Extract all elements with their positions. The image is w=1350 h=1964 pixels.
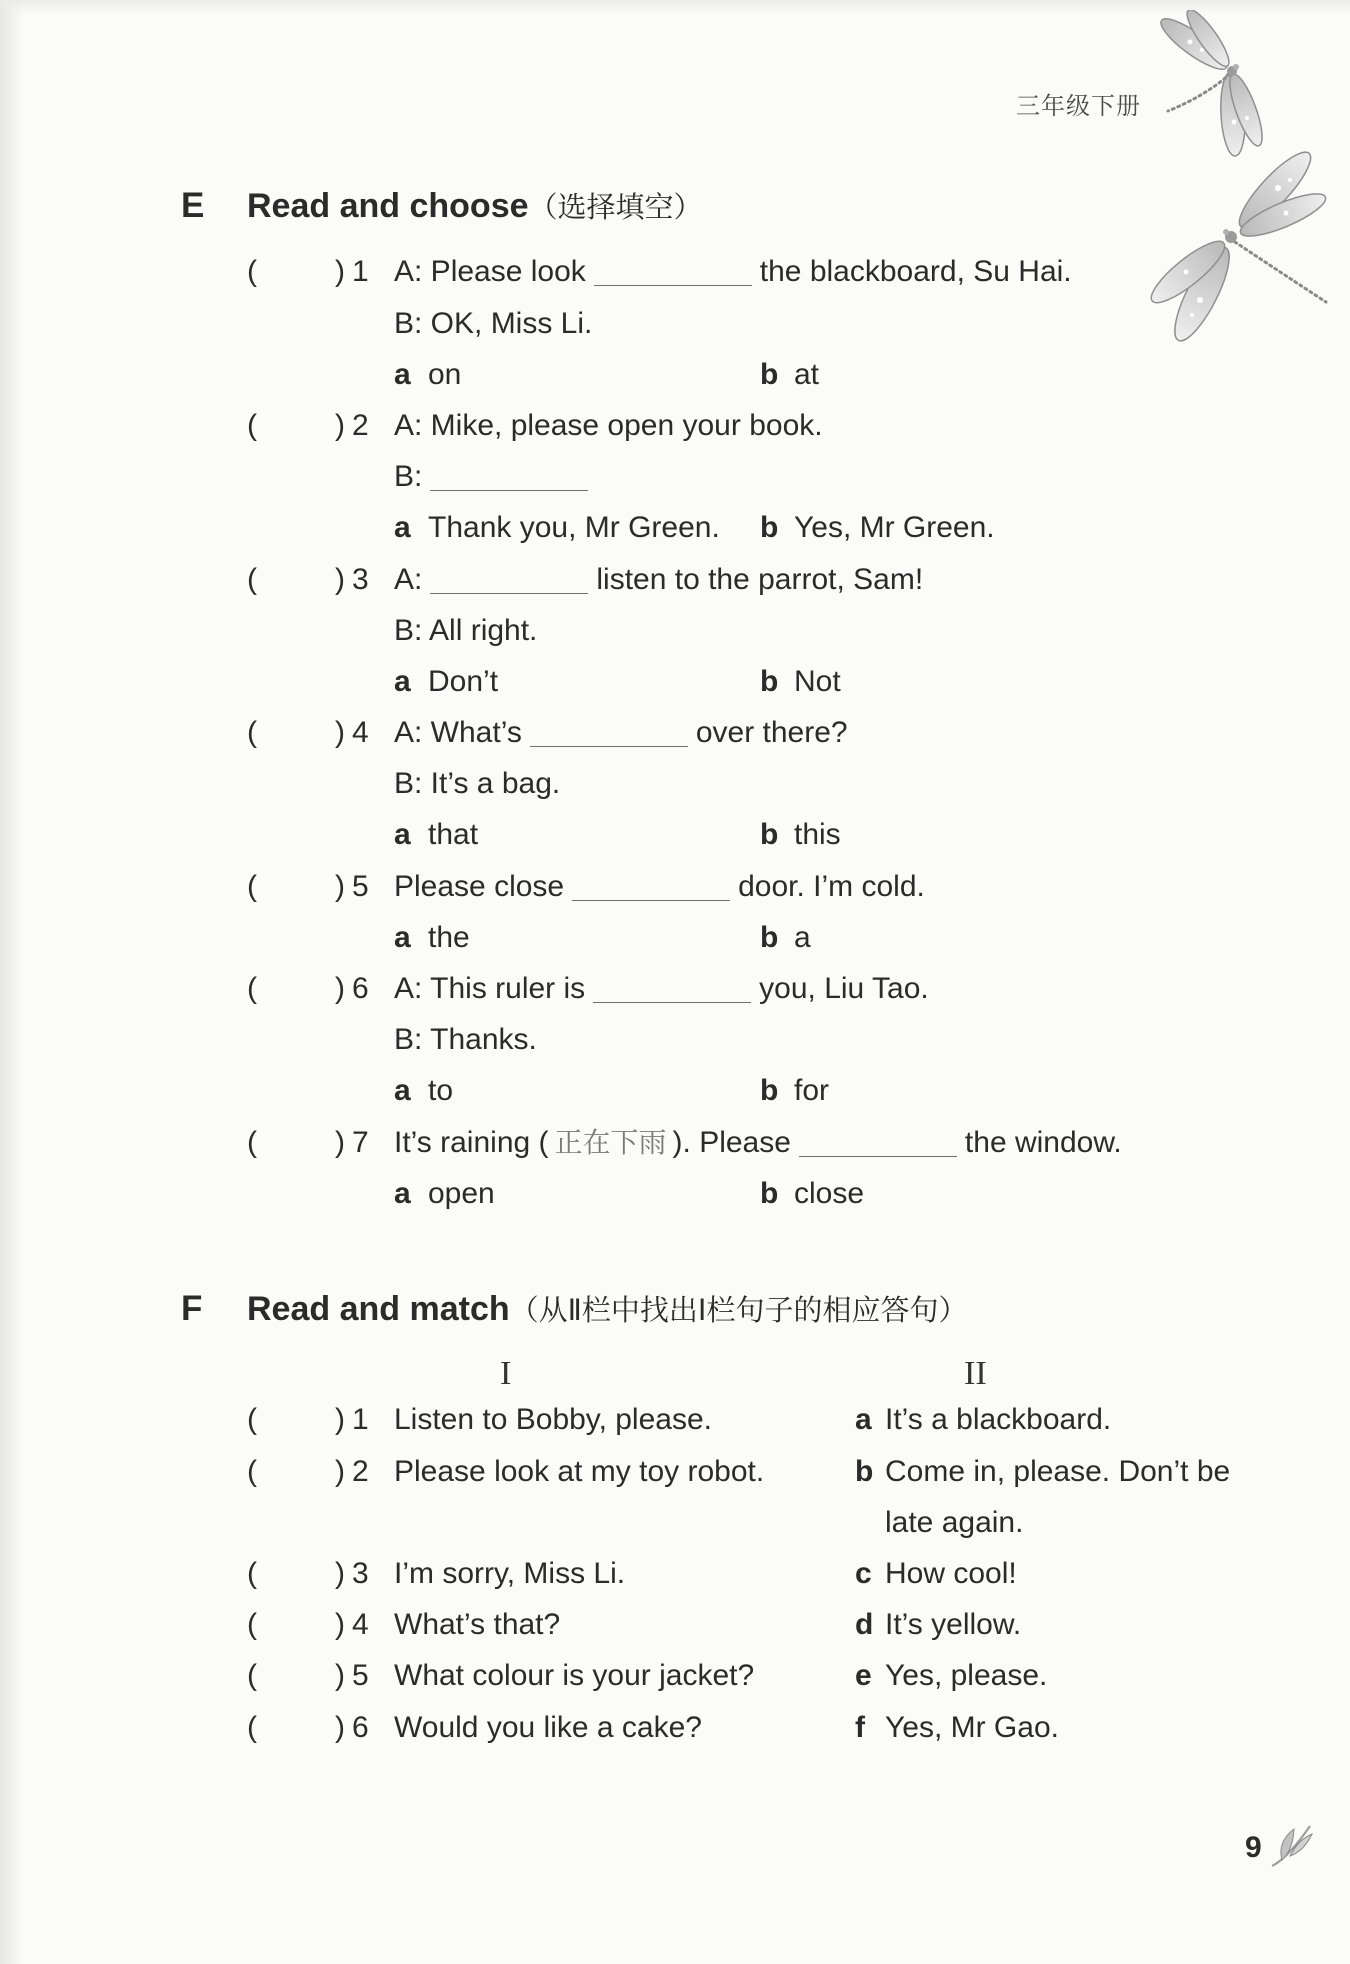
dialogue-text: B: OK, Miss Li. — [394, 306, 593, 340]
question-line — [0, 707, 1350, 758]
answer-blank — [799, 1156, 957, 1157]
sentence-number: 4 — [352, 1608, 369, 1642]
question-number: 4 — [352, 716, 369, 750]
bracket-close-glyph: ) — [335, 1659, 345, 1693]
text-before-blank: ). Please — [672, 1125, 791, 1159]
options-line — [0, 809, 1350, 860]
answer-letter: c — [855, 1557, 872, 1590]
answer-letter: f — [855, 1710, 865, 1744]
dialogue-line — [394, 246, 1072, 297]
options-line — [0, 1168, 1350, 1219]
answer-bracket-close — [335, 1599, 369, 1650]
answer-bracket-open: ( — [247, 255, 257, 289]
bracket-close-glyph: ) — [335, 562, 345, 596]
option-b-label: b — [760, 664, 779, 698]
section-f-letter: F — [181, 1289, 203, 1328]
question-e-4 — [0, 707, 1350, 861]
dialogue-text: B: All right. — [394, 613, 538, 647]
bracket-close-glyph: ) — [335, 869, 345, 903]
answer-bracket-close — [335, 963, 369, 1014]
text-before-blank: A: Please look — [394, 255, 586, 289]
option-a-text: Thank you, Mr Green. — [428, 511, 720, 545]
dialogue-line-with-blank — [394, 451, 596, 502]
answer-bracket-close — [335, 861, 369, 912]
sentence-line — [394, 1117, 1122, 1168]
bracket-close-glyph: ) — [335, 1608, 345, 1642]
text-after-blank: you, Liu Tao. — [759, 972, 929, 1006]
option-b-text: a — [794, 920, 811, 954]
question-e-5 — [0, 861, 1350, 963]
option-a-label: a — [394, 920, 411, 954]
section-f-subtitle: （从Ⅱ栏中找出Ⅰ栏句子的相应答句） — [509, 1293, 968, 1327]
dialogue-line — [0, 758, 1350, 809]
question-e-1 — [0, 246, 1350, 400]
section-f-title-text: Read and match — [247, 1290, 510, 1328]
answer-bracket-open: ( — [247, 716, 257, 750]
option-a-text: Don’t — [428, 664, 499, 698]
dialogue-line — [394, 963, 929, 1014]
option-a-text: the — [428, 920, 470, 954]
option-b-label: b — [760, 818, 779, 852]
leaf-icon — [1268, 1820, 1314, 1870]
answer-bracket-open: ( — [247, 1125, 257, 1159]
column-ii-answer — [855, 1599, 1350, 1650]
answer-blank — [593, 1002, 751, 1003]
column-ii-header: II — [964, 1355, 987, 1392]
answer-blank — [572, 900, 730, 901]
bracket-close-glyph: ) — [335, 1710, 345, 1744]
options-line — [0, 502, 1350, 553]
question-e-6 — [0, 963, 1350, 1117]
answer-text: Come in, please. Don’t be late again. — [885, 1454, 1231, 1539]
answer-bracket-close — [335, 554, 369, 605]
question-number: 3 — [352, 562, 369, 596]
dialogue-line — [394, 707, 848, 758]
options-line — [0, 912, 1350, 963]
column-i-sentence: What’s that? — [394, 1608, 561, 1642]
answer-bracket-close — [335, 1702, 369, 1753]
match-row — [0, 1446, 1350, 1548]
column-ii-answer — [855, 1650, 1350, 1701]
sentence-number: 3 — [352, 1557, 369, 1590]
question-number: 7 — [352, 1125, 369, 1159]
answer-text: Yes, please. — [885, 1659, 1048, 1693]
answer-bracket-close — [335, 1117, 369, 1168]
sentence-number: 1 — [352, 1403, 369, 1437]
chinese-gloss: 正在下雨 — [554, 1125, 667, 1159]
option-a-text: that — [428, 818, 479, 852]
column-i-sentence: Would you like a cake? — [394, 1710, 702, 1744]
option-b-label: b — [760, 511, 779, 545]
option-a-label: a — [394, 511, 411, 545]
text-before-blank: A: What’s — [394, 716, 522, 750]
answer-text: It’s yellow. — [885, 1608, 1022, 1642]
option-a-label: a — [394, 664, 411, 698]
question-line — [0, 554, 1350, 605]
dialogue-line — [0, 605, 1350, 656]
bracket-close-glyph: ) — [335, 255, 345, 289]
section-f-match-rows — [0, 1394, 1350, 1752]
answer-bracket-close — [335, 400, 369, 451]
sentence-number: 5 — [352, 1659, 369, 1693]
column-ii-answer — [855, 1702, 1350, 1753]
option-b-text: close — [794, 1176, 865, 1210]
column-i-sentence: What colour is your jacket? — [394, 1659, 755, 1693]
answer-bracket-open: ( — [247, 1557, 257, 1590]
match-row — [0, 1599, 1350, 1650]
text-before-blank: A: — [394, 562, 423, 596]
bracket-close-glyph: ) — [335, 716, 345, 750]
options-line — [0, 1065, 1350, 1116]
answer-bracket-open: ( — [247, 869, 257, 903]
answer-bracket-open: ( — [247, 408, 257, 442]
answer-blank — [594, 285, 752, 286]
dialogue-line — [0, 1014, 1350, 1065]
answer-blank — [530, 746, 688, 747]
option-b-text: for — [794, 1074, 830, 1108]
text-after-blank: door. I’m cold. — [738, 869, 925, 903]
bracket-close-glyph: ) — [335, 1454, 345, 1488]
text-after-blank: the window. — [964, 1125, 1122, 1159]
bracket-close-glyph: ) — [335, 1557, 345, 1590]
match-row — [0, 1548, 1350, 1599]
bracket-close-glyph: ) — [335, 1403, 345, 1437]
text-before-blank: A: This ruler is — [394, 972, 586, 1006]
option-a-label: a — [394, 357, 411, 391]
answer-text: It’s a blackboard. — [885, 1403, 1112, 1437]
answer-bracket-open: ( — [247, 1608, 257, 1642]
answer-bracket-close — [335, 707, 369, 758]
dialogue-line — [394, 554, 923, 605]
section-f-title — [247, 1289, 967, 1336]
answer-bracket-close — [335, 1650, 369, 1701]
answer-bracket-open: ( — [247, 1454, 257, 1488]
text-after-blank: the blackboard, Su Hai. — [759, 255, 1072, 289]
dialogue-text: B: It’s a bag. — [394, 767, 561, 801]
question-number: 2 — [352, 408, 369, 442]
answer-bracket-open: ( — [247, 562, 257, 596]
text-before-blank: B: — [394, 460, 423, 494]
sentence-number: 2 — [352, 1454, 369, 1488]
answer-bracket-open: ( — [247, 1659, 257, 1693]
column-ii-answer — [855, 1394, 1350, 1445]
answer-bracket-open: ( — [247, 1403, 257, 1437]
question-e-2 — [0, 400, 1350, 554]
question-number: 5 — [352, 869, 369, 903]
section-e-subtitle: （选择填空） — [528, 190, 703, 224]
match-row — [0, 1702, 1350, 1753]
option-a-text: open — [428, 1176, 495, 1210]
option-a-label: a — [394, 1074, 411, 1108]
answer-bracket-close — [335, 1446, 369, 1497]
dragonfly-top-icon — [1155, 10, 1268, 157]
option-a-label: a — [394, 1176, 411, 1210]
column-i-header: I — [500, 1355, 512, 1392]
options-line — [0, 656, 1350, 707]
text-after-blank: listen to the parrot, Sam! — [596, 562, 924, 596]
column-ii-answer — [855, 1548, 1350, 1599]
match-row — [0, 1394, 1350, 1445]
question-line — [0, 861, 1350, 912]
option-b-label: b — [760, 1176, 779, 1210]
bracket-close-glyph: ) — [335, 1125, 345, 1159]
option-b-text: Yes, Mr Green. — [794, 511, 995, 545]
answer-text: How cool! — [885, 1557, 1017, 1590]
dialogue-text: A: Mike, please open your book. — [394, 408, 823, 442]
question-line — [0, 963, 1350, 1014]
option-b-label: b — [760, 920, 779, 954]
text-before-blank: Please close — [394, 869, 565, 903]
question-line — [0, 246, 1350, 297]
answer-letter: b — [855, 1454, 874, 1488]
column-i-sentence: Please look at my toy robot. — [394, 1454, 765, 1488]
column-i-sentence: I’m sorry, Miss Li. — [394, 1557, 626, 1590]
answer-letter: d — [855, 1608, 874, 1642]
text-before-gloss: It’s raining ( — [394, 1125, 549, 1159]
option-a-label: a — [394, 818, 411, 852]
grade-header: 三年级下册 — [1016, 92, 1141, 120]
answer-bracket-open: ( — [247, 1710, 257, 1744]
option-b-label: b — [760, 1074, 779, 1108]
answer-text: Yes, Mr Gao. — [885, 1710, 1059, 1744]
dialogue-text: B: Thanks. — [394, 1023, 537, 1057]
section-e-letter: E — [181, 186, 205, 225]
page-number: 9 — [1245, 1831, 1262, 1864]
option-b-text: Not — [794, 664, 841, 698]
answer-blank — [430, 593, 588, 594]
match-row — [0, 1650, 1350, 1701]
section-e-title-text: Read and choose — [247, 187, 529, 225]
dialogue-line — [0, 451, 1350, 502]
bracket-close-glyph: ) — [335, 408, 345, 442]
options-line — [0, 349, 1350, 400]
question-number: 6 — [352, 972, 369, 1006]
section-e-questions — [0, 246, 1350, 1219]
bracket-close-glyph: ) — [335, 972, 345, 1006]
question-e-3 — [0, 554, 1350, 708]
answer-blank — [430, 490, 588, 491]
answer-bracket-close — [335, 1394, 369, 1445]
sentence-line — [394, 861, 925, 912]
answer-bracket-open: ( — [247, 972, 257, 1006]
answer-bracket-close — [335, 246, 369, 297]
answer-letter: e — [855, 1659, 872, 1693]
scan-edge-shadow-top — [0, 0, 1350, 14]
question-number: 1 — [352, 255, 369, 289]
column-ii-answer — [855, 1446, 1350, 1548]
question-line — [0, 1117, 1350, 1168]
question-line — [0, 400, 1350, 451]
answer-bracket-close — [335, 1548, 369, 1599]
answer-letter: a — [855, 1403, 872, 1437]
option-b-text: at — [794, 357, 820, 391]
option-a-text: on — [428, 357, 462, 391]
option-a-text: to — [428, 1074, 454, 1108]
sentence-number: 6 — [352, 1710, 369, 1744]
text-after-blank: over there? — [695, 716, 848, 750]
option-b-text: this — [794, 818, 841, 852]
dialogue-line — [0, 298, 1350, 349]
option-b-label: b — [760, 357, 779, 391]
question-e-7 — [0, 1117, 1350, 1219]
column-i-sentence: Listen to Bobby, please. — [394, 1403, 712, 1437]
section-e-title — [247, 186, 703, 233]
